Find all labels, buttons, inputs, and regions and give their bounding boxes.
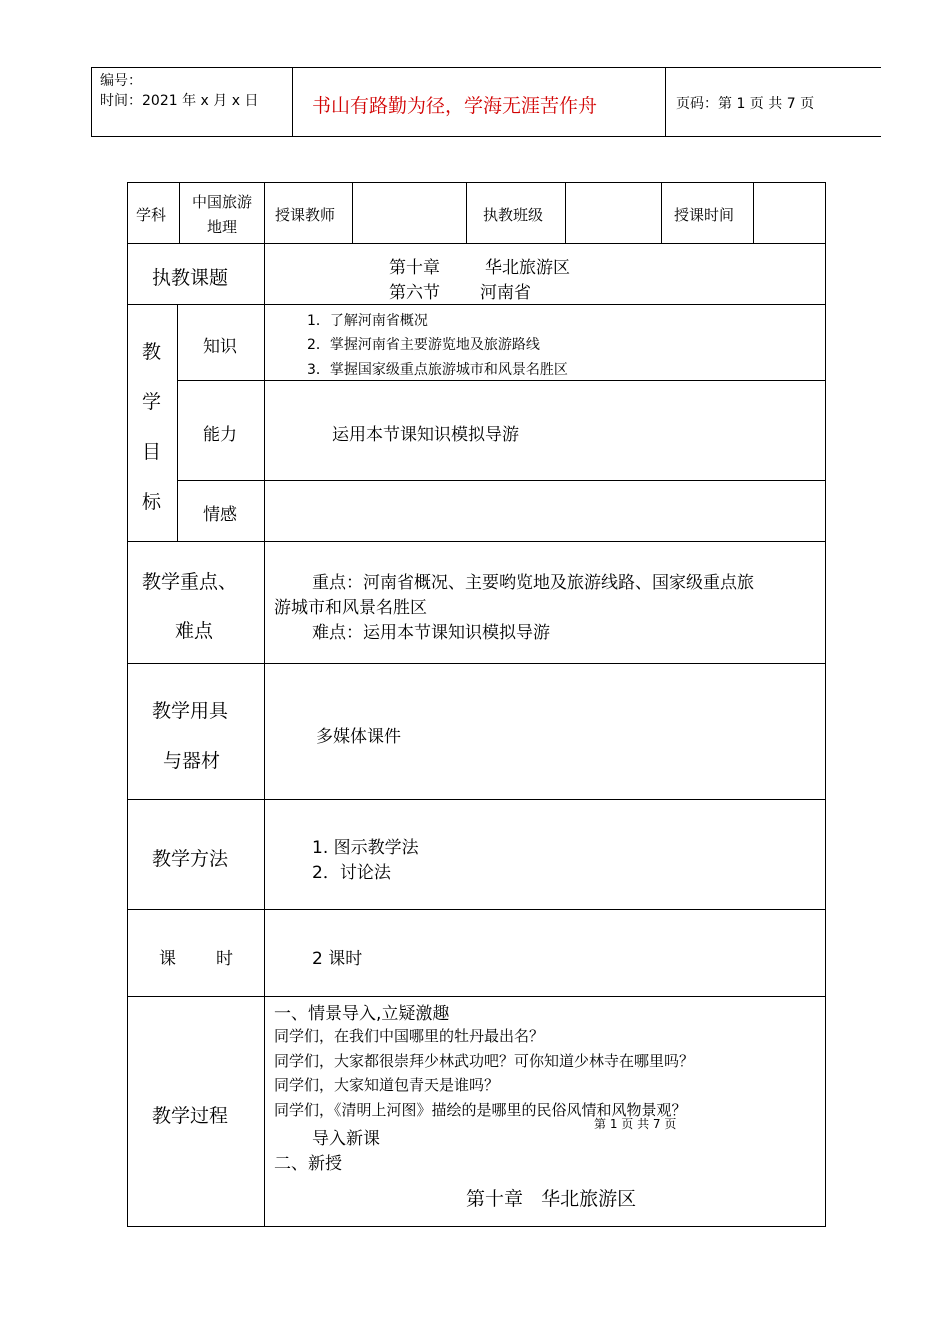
process-question: 同学们，大家都很崇拜少林武功吧？可你知道少林寺在哪里吗？ (274, 1052, 695, 1070)
col-line (661, 182, 662, 244)
chapter-title: 第十章 华北旅游区 (466, 1188, 637, 1210)
subject-label: 学科 (136, 206, 167, 224)
page-overlay: 第 1 页 共 7 页 (594, 1117, 677, 1131)
topic-section-title: 河南省 (480, 283, 531, 303)
date-label: 时间：2021 年 x 月 x 日 (100, 93, 259, 109)
tools-label: 教学用具 (152, 700, 229, 722)
table-border (127, 182, 128, 1227)
method-item: 2．讨论法 (312, 863, 391, 883)
col-line (466, 182, 467, 244)
page-info: 页码：第 1 页 共 7 页 (676, 96, 815, 112)
hours-label: 课 (159, 949, 176, 969)
col-line (352, 182, 353, 244)
header-divider (665, 67, 666, 136)
row-line (127, 243, 826, 244)
hours-label: 时 (216, 949, 233, 969)
hours-text: 2 课时 (312, 949, 363, 969)
process-heading: 一、情景导入,立疑激趣 (274, 1004, 450, 1024)
difficulty-text: 难点：运用本节课知识模拟导游 (312, 623, 550, 643)
row-line (127, 663, 826, 664)
key-points-label: 教学重点、 (142, 571, 238, 593)
tools-label: 与器材 (163, 750, 221, 772)
subject-value-line1: 中国旅游 (191, 193, 252, 211)
emotion-label: 情感 (203, 505, 237, 525)
tools-text: 多媒体课件 (316, 727, 401, 747)
topic-label: 执教课题 (152, 267, 229, 289)
time-label: 授课时间 (674, 206, 735, 224)
teacher-label: 授课教师 (275, 206, 336, 224)
col-line (565, 182, 566, 244)
row-line (127, 996, 826, 997)
knowledge-item: 3．掌握国家级重点旅游城市和风景名胜区 (307, 362, 568, 378)
knowledge-item: 1．了解河南省概况 (307, 313, 428, 329)
process-question: 同学们，大家知道包青天是谁吗？ (274, 1076, 500, 1094)
objectives-label-char: 标 (142, 491, 162, 513)
table-border (825, 182, 826, 1227)
table-border (127, 182, 826, 183)
key-points-label: 难点 (175, 620, 214, 642)
row-line (127, 799, 826, 800)
row-line (127, 541, 826, 542)
row-line (177, 480, 826, 481)
objectives-label-char: 目 (142, 441, 162, 463)
row-line (127, 909, 826, 910)
objectives-label-char: 学 (142, 391, 162, 413)
col-line (177, 304, 178, 542)
objectives-label-char: 教 (142, 341, 162, 363)
row-line (177, 380, 826, 381)
methods-label: 教学方法 (152, 848, 229, 870)
knowledge-label: 知识 (203, 337, 237, 357)
ability-text: 运用本节课知识模拟导游 (332, 425, 519, 445)
topic-chapter-title: 华北旅游区 (485, 258, 570, 278)
class-label: 执教班级 (483, 206, 544, 224)
subject-value-line2: 地理 (206, 218, 237, 236)
process-intro: 导入新课 (312, 1129, 380, 1149)
header-divider (292, 67, 293, 136)
serial-label: 编号： (100, 73, 142, 89)
focus-text-cont: 游城市和风景名胜区 (274, 598, 427, 618)
topic-chapter: 第十章 (389, 258, 440, 278)
process-heading: 二、新授 (274, 1154, 342, 1174)
process-question: 同学们，《清明上河图》描绘的是哪里的民俗风情和风物景观？ (274, 1101, 687, 1119)
row-line (127, 304, 826, 305)
table-border (127, 1226, 826, 1227)
process-label: 教学过程 (152, 1105, 229, 1127)
topic-section: 第六节 (389, 283, 440, 303)
ability-label: 能力 (203, 425, 237, 445)
motto: 书山有路勤为径，学海无涯苦作舟 (312, 95, 598, 117)
focus-text: 重点：河南省概况、主要哟览地及旅游线路、国家级重点旅 (312, 573, 754, 593)
col-line (753, 182, 754, 244)
process-question: 同学们，在我们中国哪里的牡丹最出名？ (274, 1027, 545, 1045)
method-item: 1. 图示教学法 (312, 838, 419, 858)
col-line (264, 182, 265, 244)
col-line (264, 243, 265, 1227)
knowledge-item: 2．掌握河南省主要游览地及旅游路线 (307, 337, 540, 353)
